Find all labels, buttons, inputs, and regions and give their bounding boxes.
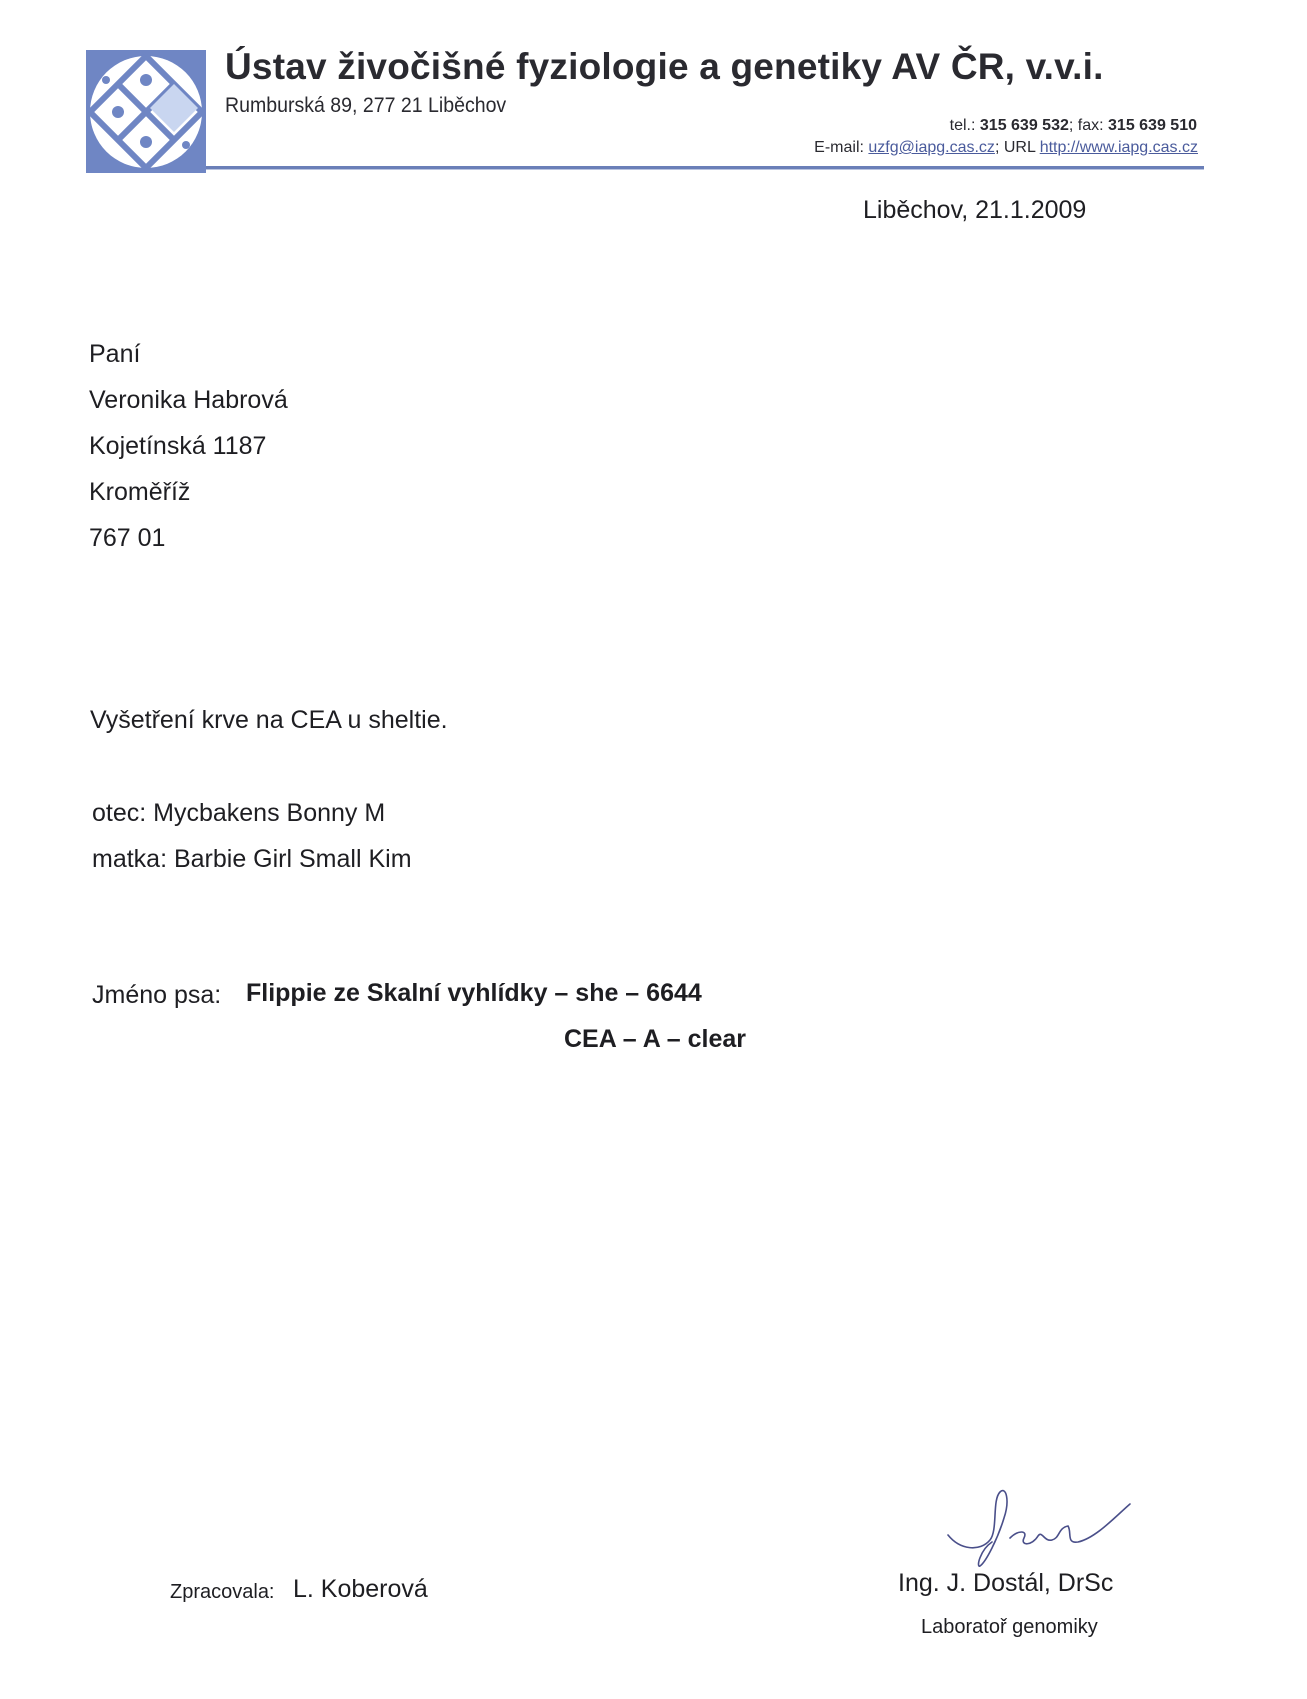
signer-department: Laboratoř genomiky [921,1616,1098,1638]
email-link[interactable]: uzfg@iapg.cas.cz [868,139,995,156]
signer-name: Ing. J. Dostál, DrSc [898,1569,1114,1597]
processed-by-label: Zpracovala: [170,1581,275,1603]
recipient-street: Kojetínská 1187 [89,432,267,460]
handwritten-signature [940,1480,1140,1570]
tel-label: tel.: [949,117,976,134]
institute-logo-icon [86,50,206,173]
father-line: otec: Mycbakens Bonny M [92,799,386,827]
test-result: CEA – A – clear [564,1025,747,1053]
letter-subject: Vyšetření krve na CEA u sheltie. [90,706,448,734]
contact-web-line [814,139,1198,157]
processed-by-name: L. Koberová [293,1575,428,1603]
recipient-salutation: Paní [89,340,141,368]
organization-name: Ústav živočišné fyziologie a genetiky AV ČR, v.v.i. [225,46,1104,87]
dog-name: Flippie ze Skalní vyhlídky – she – 6644 [246,979,702,1007]
dog-name-label: Jméno psa: [92,981,222,1009]
recipient-postcode: 767 01 [89,524,166,552]
tel-number: 315 639 532 [979,117,1069,134]
email-label: E-mail: [814,139,864,156]
website-link[interactable]: http://www.iapg.cas.cz [1039,139,1198,156]
fax-number: 315 639 510 [1108,117,1197,134]
letter-date: Liběchov, 21.1.2009 [863,196,1087,224]
mother-line: matka: Barbie Girl Small Kim [92,845,412,873]
header-divider-shadow [206,169,1204,170]
url-label: ; URL [994,139,1036,156]
organization-address: Rumburská 89, 277 21 Liběchov [225,94,507,117]
contact-phone-line [950,117,1197,135]
recipient-name: Veronika Habrová [89,386,288,414]
recipient-city: Kroměříž [89,478,191,506]
fax-label: ; fax: [1068,117,1104,134]
